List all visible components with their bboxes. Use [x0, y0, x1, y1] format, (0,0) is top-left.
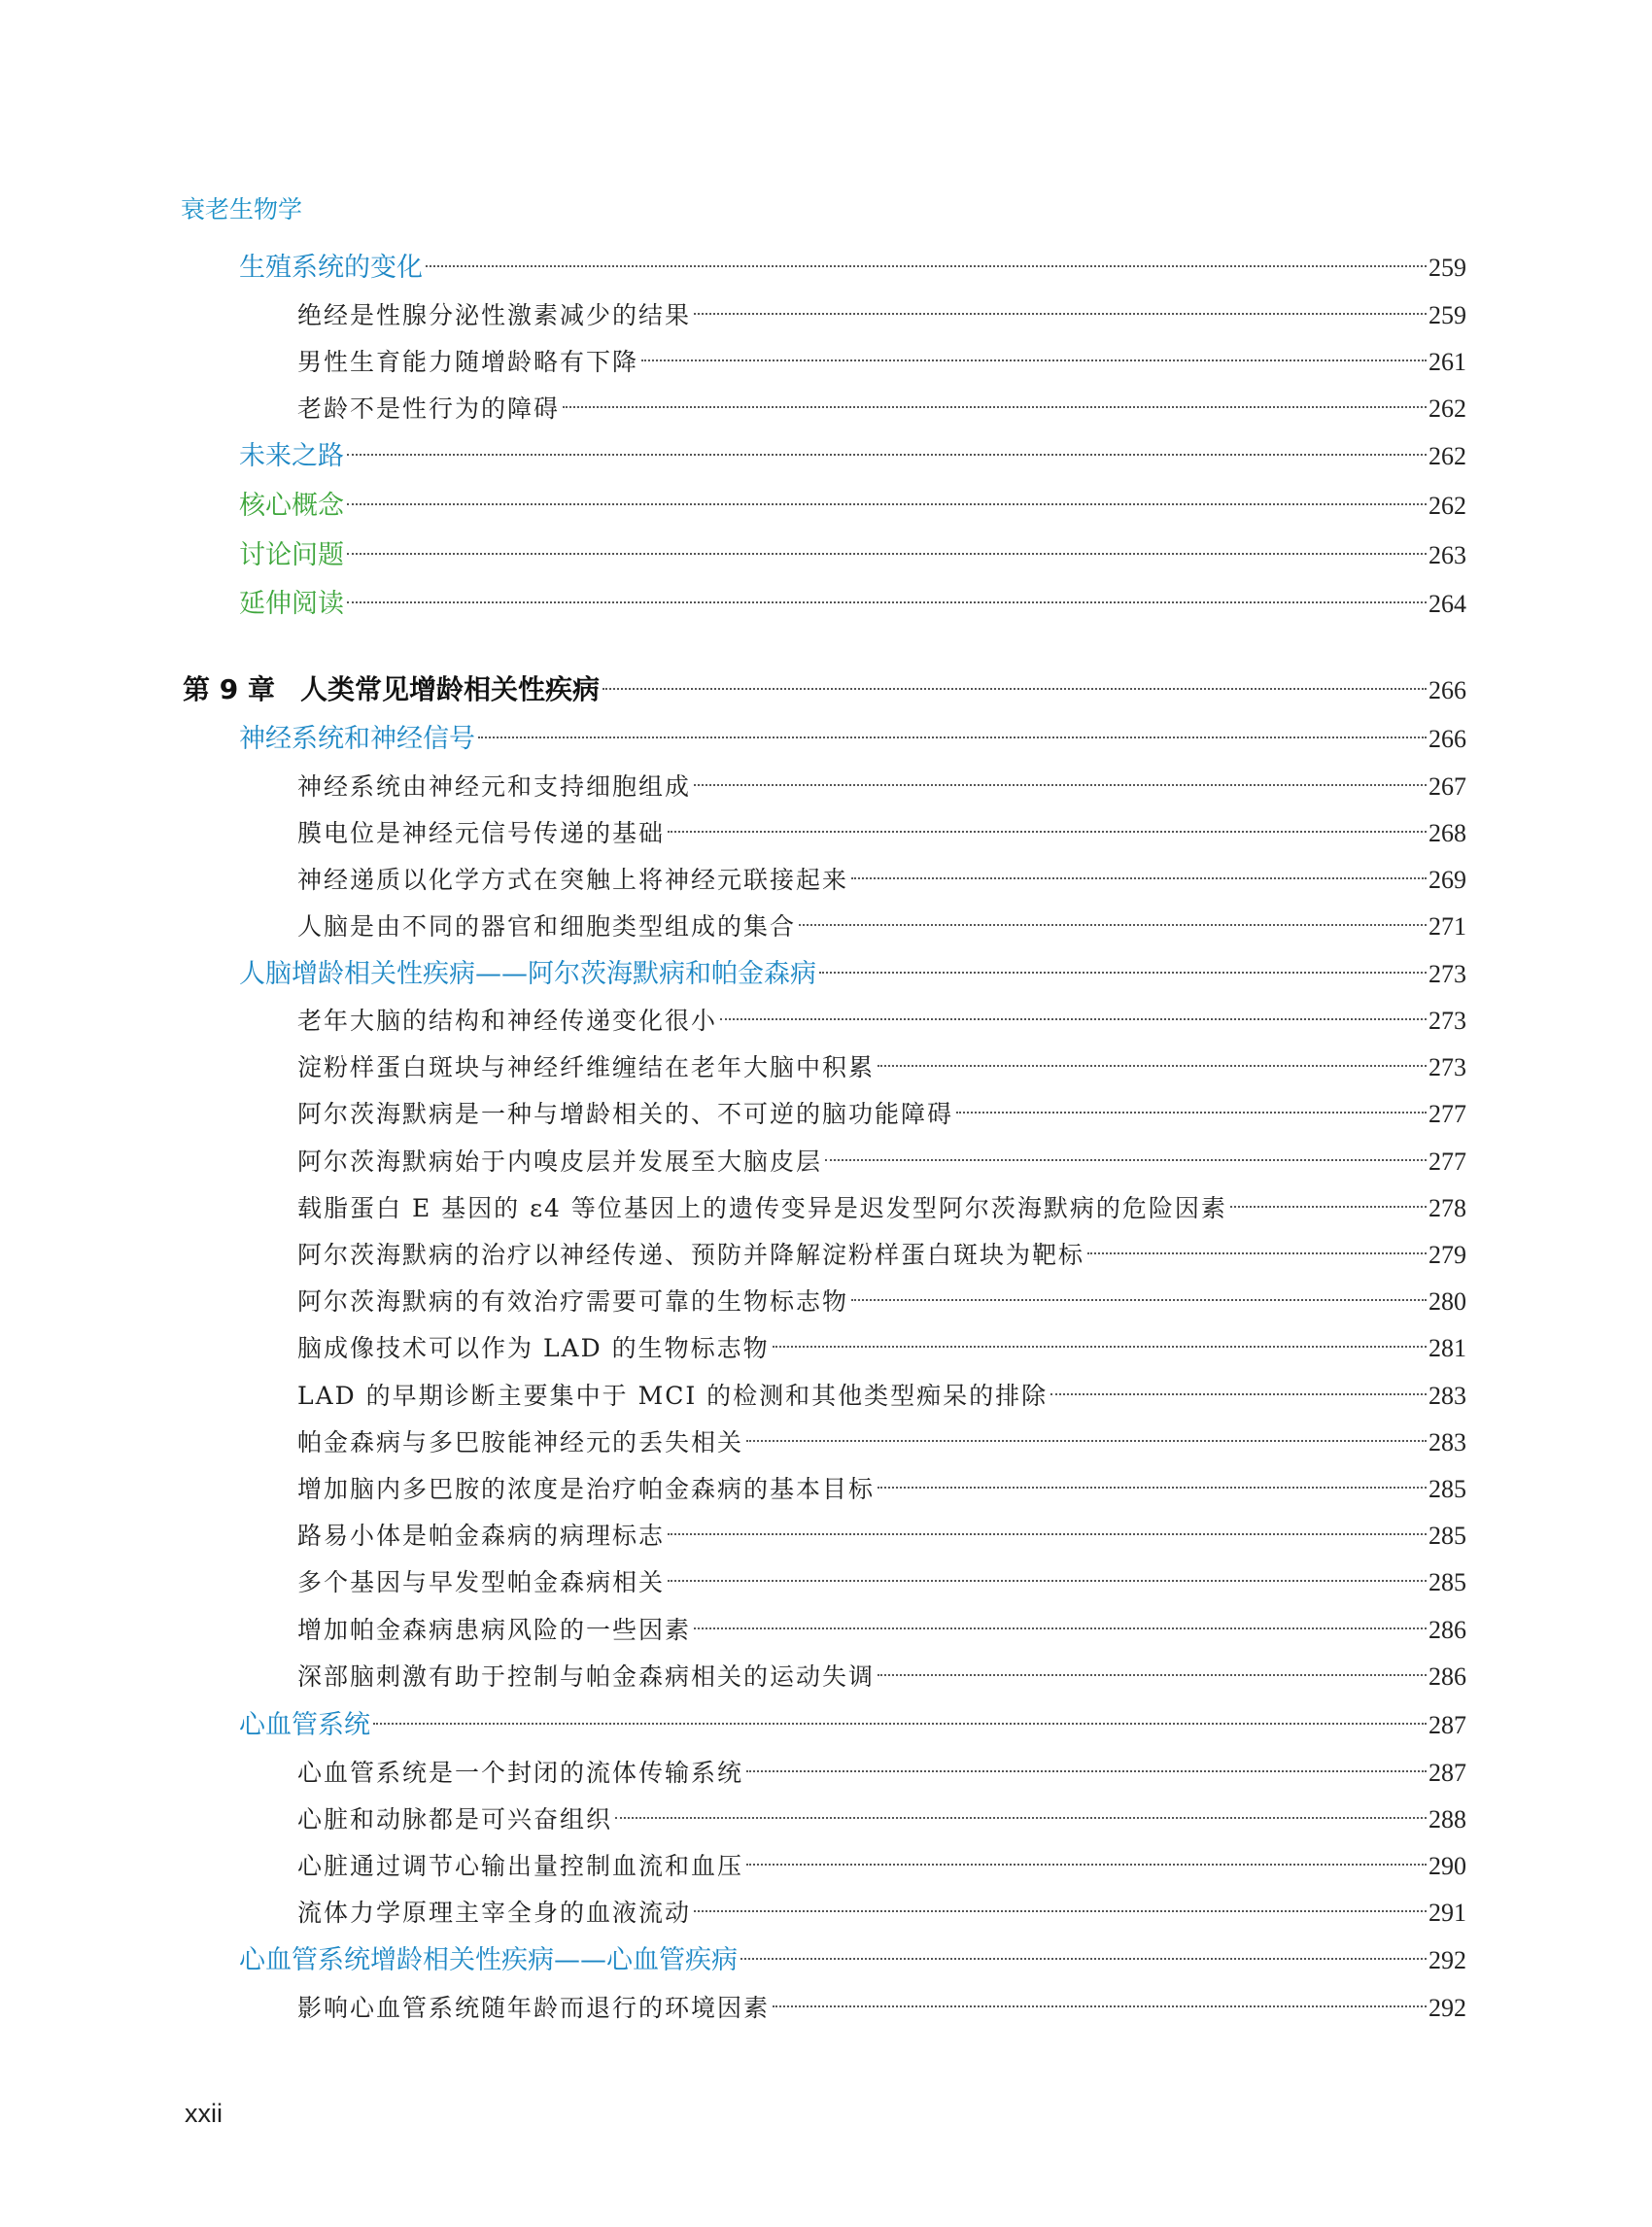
toc-entry-title: 阿尔茨海默病的治疗以神经传递、预防并降解淀粉样蛋白斑块为靶标	[297, 1241, 1085, 1269]
dot-leader	[668, 1533, 1427, 1535]
toc-page-number: 277	[1428, 1100, 1466, 1128]
toc-page-number: 292	[1428, 1946, 1466, 1974]
toc-entry-title: 阿尔茨海默病的有效治疗需要可靠的生物标志物	[297, 1287, 849, 1316]
toc-entry-title: 心脏通过调节心输出量控制血流和血压	[297, 1852, 744, 1880]
toc-subsection-entry[interactable]	[297, 1048, 1466, 1087]
dot-leader	[746, 1440, 1427, 1442]
toc-page-number: 267	[1428, 772, 1466, 801]
toc-page-number: 280	[1428, 1287, 1466, 1316]
dot-leader	[878, 1065, 1427, 1067]
toc-page-number: 273	[1428, 960, 1466, 988]
toc-subsection-entry[interactable]	[297, 1894, 1466, 1933]
toc-section-entry[interactable]	[239, 249, 1466, 288]
toc-page-number: 277	[1428, 1148, 1466, 1176]
dot-leader	[819, 972, 1427, 974]
toc-subsection-entry[interactable]	[297, 1800, 1466, 1839]
dot-leader	[694, 313, 1427, 315]
toc-entry-title: 心血管系统	[239, 1710, 370, 1740]
toc-section-entry[interactable]	[239, 536, 1466, 575]
dot-leader	[694, 1910, 1427, 1912]
toc-chapter-entry[interactable]	[183, 670, 1466, 709]
toc-page-number: 288	[1428, 1805, 1466, 1833]
toc-entry-title: 讨论问题	[239, 540, 344, 570]
page-number: xxii	[185, 2099, 223, 2128]
toc-subsection-entry[interactable]	[297, 1236, 1466, 1275]
toc-page-number: 285	[1428, 1475, 1466, 1503]
toc-page-number: 287	[1428, 1759, 1466, 1787]
dot-leader	[956, 1112, 1427, 1114]
toc-page-number: 278	[1428, 1194, 1466, 1222]
toc-entry-title: 心血管系统增龄相关性疾病——心血管疾病	[239, 1945, 738, 1975]
dot-leader	[851, 877, 1427, 879]
toc-subsection-entry[interactable]	[297, 1517, 1466, 1556]
toc-section-entry[interactable]	[239, 437, 1466, 476]
toc-entry-title: LAD 的早期诊断主要集中于 MCI 的检测和其他类型痴呆的排除	[297, 1382, 1049, 1410]
toc-entry-title: 阿尔茨海默病是一种与增龄相关的、不可逆的脑功能障碍	[297, 1100, 954, 1128]
toc-subsection-entry[interactable]	[297, 1847, 1466, 1886]
dot-leader	[720, 1018, 1427, 1020]
toc-entry-title: 载脂蛋白 E 基因的 ε4 等位基因上的遗传变异是迟发型阿尔茨海默病的危险因素	[297, 1194, 1227, 1222]
toc-page-number: 285	[1428, 1522, 1466, 1550]
toc-section-entry[interactable]	[239, 955, 1466, 994]
toc-entry-title: 膜电位是神经元信号传递的基础	[297, 819, 666, 847]
toc-entry-title: 增加帕金森病患病风险的一些因素	[297, 1616, 692, 1644]
toc-subsection-entry[interactable]	[297, 1658, 1466, 1696]
toc-subsection-entry[interactable]	[297, 1377, 1466, 1416]
toc-entry-title: 男性生育能力随增龄略有下降	[297, 348, 639, 376]
toc-page-number: 279	[1428, 1241, 1466, 1269]
toc-subsection-entry[interactable]	[297, 1095, 1466, 1134]
toc-subsection-entry[interactable]	[297, 1002, 1466, 1041]
chapter-number: 第 9 章	[183, 673, 275, 705]
toc-page-number: 281	[1428, 1334, 1466, 1362]
toc-section-entry[interactable]	[239, 720, 1466, 759]
toc-page-number: 268	[1428, 819, 1466, 847]
toc-entry-title: 神经递质以化学方式在突触上将神经元联接起来	[297, 866, 849, 894]
dot-leader	[668, 1580, 1427, 1582]
toc-entry-title	[183, 670, 600, 709]
dot-leader	[746, 1770, 1427, 1772]
toc-section-entry[interactable]	[239, 1706, 1466, 1745]
toc-page-number: 273	[1428, 1053, 1466, 1081]
toc-subsection-entry[interactable]	[297, 343, 1466, 382]
dot-leader	[641, 360, 1427, 361]
toc-entry-title: 淀粉样蛋白斑块与神经纤维缠结在老年大脑中积累	[297, 1053, 876, 1081]
toc-page-number: 262	[1428, 442, 1466, 470]
toc-page-number: 261	[1428, 348, 1466, 376]
toc-subsection-entry[interactable]	[297, 296, 1466, 335]
toc-subsection-entry[interactable]	[297, 1470, 1466, 1509]
toc-page-number: 264	[1428, 590, 1466, 618]
toc-subsection-entry[interactable]	[297, 1329, 1466, 1368]
toc-subsection-entry[interactable]	[297, 814, 1466, 853]
dot-leader	[799, 924, 1427, 926]
toc-subsection-entry[interactable]	[297, 390, 1466, 428]
toc-section-entry[interactable]	[239, 585, 1466, 624]
toc-subsection-entry[interactable]	[297, 1283, 1466, 1321]
toc-page-number: 286	[1428, 1662, 1466, 1691]
toc-entry-title: 增加脑内多巴胺的浓度是治疗帕金森病的基本目标	[297, 1475, 876, 1503]
toc-entry-title: 脑成像技术可以作为 LAD 的生物标志物	[297, 1334, 770, 1362]
toc-subsection-entry[interactable]	[297, 768, 1466, 806]
dot-leader	[878, 1674, 1427, 1676]
dot-leader	[602, 688, 1427, 690]
dot-leader	[740, 1958, 1427, 1960]
toc-page-number: 263	[1428, 541, 1466, 569]
dot-leader	[347, 454, 1427, 456]
dot-leader	[694, 1627, 1427, 1629]
toc-page-number: 283	[1428, 1428, 1466, 1456]
toc-entry-title: 老龄不是性行为的障碍	[297, 394, 561, 423]
toc-page-number: 291	[1428, 1899, 1466, 1927]
chapter-title: 人类常见增龄相关性疾病	[299, 673, 600, 705]
dot-leader	[1050, 1393, 1427, 1395]
toc-page-number: 286	[1428, 1616, 1466, 1644]
toc-entry-title: 帕金森病与多巴胺能神经元的丢失相关	[297, 1428, 744, 1456]
toc-entry-title: 神经系统和神经信号	[239, 724, 475, 754]
toc-subsection-entry[interactable]	[297, 1563, 1466, 1602]
toc-subsection-entry[interactable]	[297, 1611, 1466, 1650]
toc-page-number: 292	[1428, 1994, 1466, 2022]
dot-leader	[851, 1299, 1427, 1301]
toc-entry-title: 心血管系统是一个封闭的流体传输系统	[297, 1759, 744, 1787]
running-head: 衰老生物学	[181, 195, 303, 223]
toc-entry-title: 老年大脑的结构和神经传递变化很小	[297, 1007, 718, 1035]
dot-leader	[668, 831, 1427, 833]
toc-section-entry[interactable]	[239, 1941, 1466, 1980]
toc-page-number: 259	[1428, 301, 1466, 329]
toc-section-entry[interactable]	[239, 487, 1466, 526]
toc-subsection-entry[interactable]	[297, 1143, 1466, 1182]
toc-entry-title: 阿尔茨海默病始于内嗅皮层并发展至大脑皮层	[297, 1148, 823, 1176]
toc-subsection-entry[interactable]	[297, 1423, 1466, 1462]
dot-leader	[615, 1817, 1427, 1819]
dot-leader	[1087, 1252, 1427, 1254]
toc-page-number: 262	[1428, 394, 1466, 423]
toc-subsection-entry[interactable]	[297, 908, 1466, 946]
dot-leader	[694, 784, 1427, 786]
toc-subsection-entry[interactable]	[297, 1989, 1466, 2028]
toc-page-number: 273	[1428, 1007, 1466, 1035]
toc-entry-title: 路易小体是帕金森病的病理标志	[297, 1522, 666, 1550]
toc-page-number: 269	[1428, 866, 1466, 894]
toc-entry-title: 绝经是性腺分泌性激素减少的结果	[297, 301, 692, 329]
dot-leader	[373, 1723, 1427, 1725]
toc-entry-title: 核心概念	[239, 491, 344, 521]
dot-leader	[347, 601, 1427, 603]
toc-page-number: 259	[1428, 254, 1466, 282]
toc-entry-title: 延伸阅读	[239, 589, 344, 619]
toc-page-number: 266	[1428, 676, 1466, 704]
toc-page-number: 271	[1428, 912, 1466, 941]
dot-leader	[1230, 1206, 1427, 1208]
toc-entry-title: 未来之路	[239, 441, 344, 471]
toc-entry-title: 神经系统由神经元和支持细胞组成	[297, 772, 692, 801]
dot-leader	[746, 1864, 1427, 1866]
toc-entry-title: 人脑是由不同的器官和细胞类型组成的集合	[297, 912, 797, 941]
toc-subsection-entry[interactable]	[297, 861, 1466, 900]
toc-page-number: 285	[1428, 1568, 1466, 1596]
toc-subsection-entry[interactable]	[297, 1754, 1466, 1793]
toc-page-number: 287	[1428, 1711, 1466, 1739]
dot-leader	[825, 1159, 1427, 1161]
toc-entry-title: 影响心血管系统随年龄而退行的环境因素	[297, 1994, 771, 2022]
toc-page-number: 266	[1428, 725, 1466, 753]
toc-entry-title: 深部脑刺激有助于控制与帕金森病相关的运动失调	[297, 1662, 876, 1691]
toc-entry-title: 人脑增龄相关性疾病——阿尔茨海默病和帕金森病	[239, 959, 816, 989]
dot-leader	[347, 503, 1427, 505]
dot-leader	[478, 737, 1427, 738]
toc-entry-title: 生殖系统的变化	[239, 253, 423, 283]
dot-leader	[773, 2005, 1427, 2007]
toc-entry-title: 心脏和动脉都是可兴奋组织	[297, 1805, 613, 1833]
toc-entry-title: 流体力学原理主宰全身的血液流动	[297, 1899, 692, 1927]
dot-leader	[878, 1487, 1427, 1489]
dot-leader	[347, 553, 1427, 555]
toc-entry-title: 多个基因与早发型帕金森病相关	[297, 1568, 666, 1596]
toc-page-number: 283	[1428, 1382, 1466, 1410]
toc-subsection-entry[interactable]	[297, 1189, 1466, 1228]
toc-page-number: 290	[1428, 1852, 1466, 1880]
dot-leader	[773, 1346, 1427, 1348]
dot-leader	[426, 265, 1427, 267]
toc-page-number: 262	[1428, 492, 1466, 520]
dot-leader	[563, 406, 1427, 408]
